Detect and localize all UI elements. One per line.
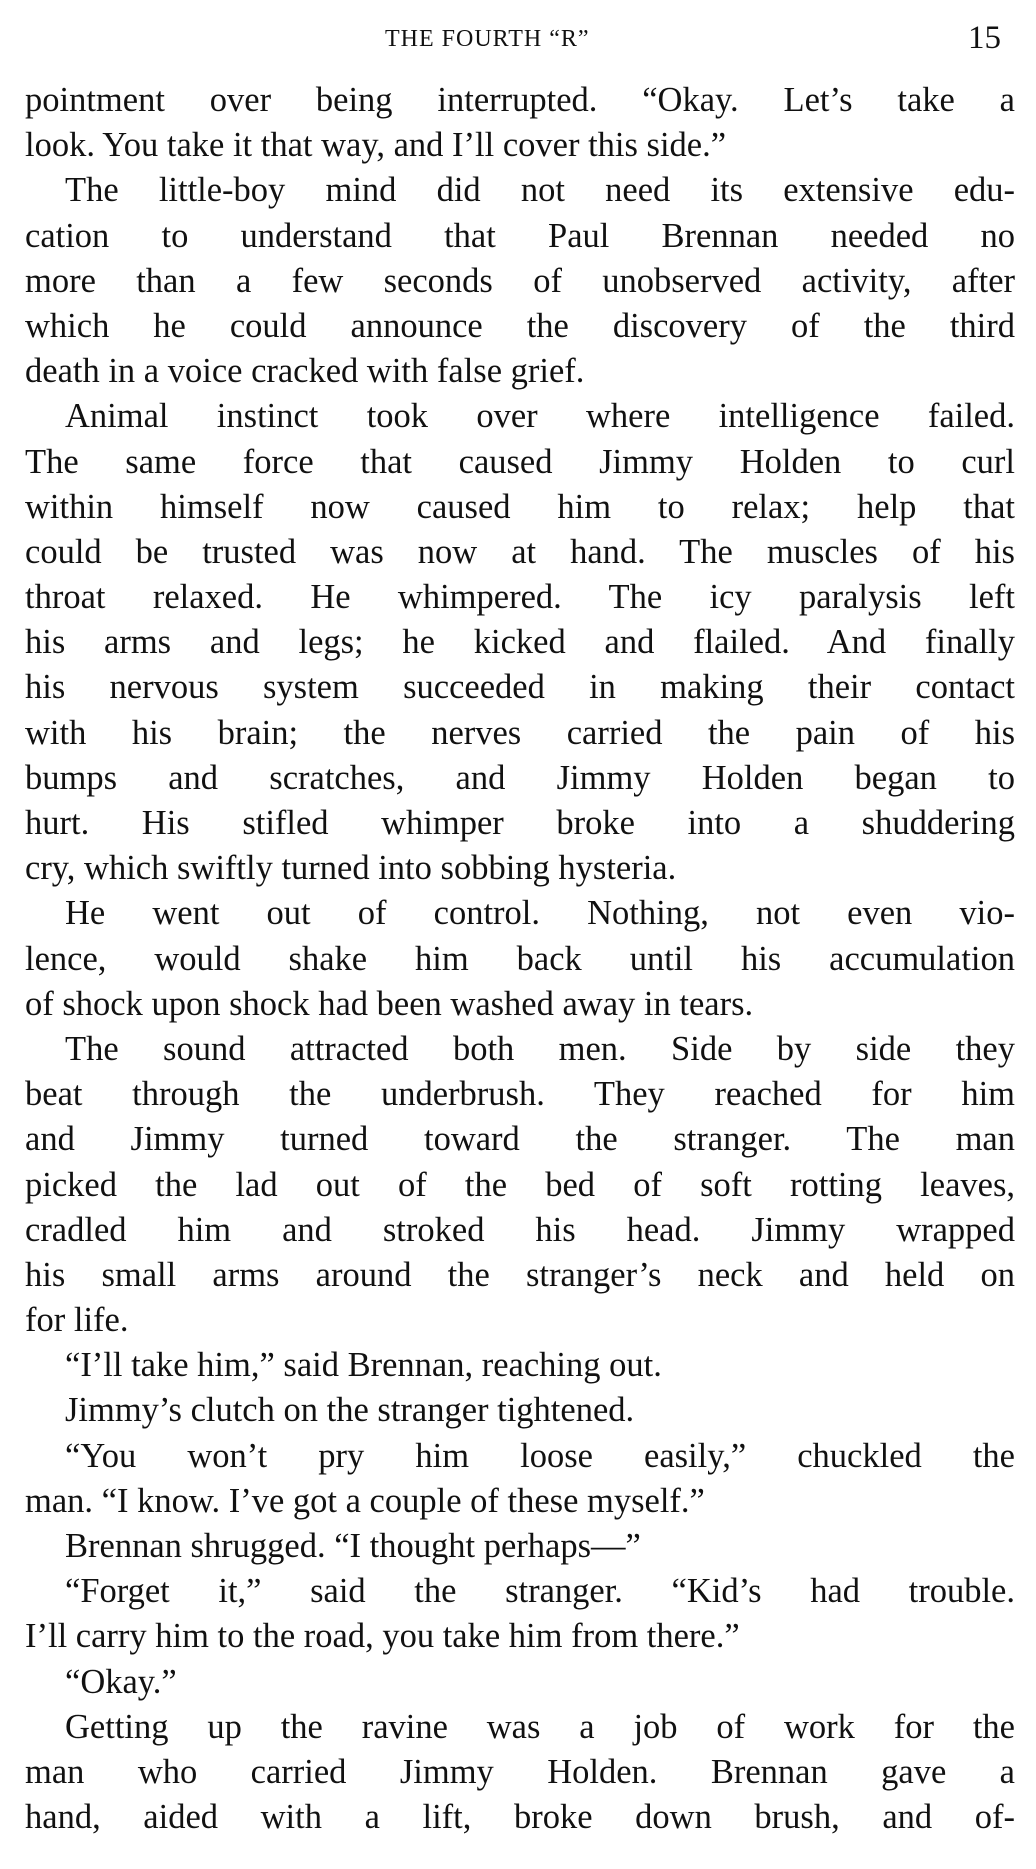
text-line: Jimmy’s clutch on the stranger tightened.: [65, 1391, 635, 1430]
page-number: 15: [968, 20, 1001, 56]
text-line: cry, which swiftly turned into sobbing hysteria.: [25, 849, 677, 888]
text-line: could be trusted was now at hand. The muscles of his: [25, 532, 1015, 571]
text-line: Animal instinct took over where intelligence failed.: [65, 397, 1015, 436]
text-line: his nervous system succeeded in making their contact: [25, 668, 1015, 707]
text-line: “Okay.”: [65, 1662, 177, 1701]
text-line: man. “I know. I’ve got a couple of these myself.”: [25, 1481, 705, 1520]
text-line: man who carried Jimmy Holden. Brennan gave a: [25, 1752, 1015, 1791]
text-line: cation to understand that Paul Brennan needed no: [25, 216, 1015, 255]
text-line: more than a few seconds of unobserved activity, after: [25, 261, 1015, 300]
text-line: beat through the underbrush. They reached for him: [25, 1075, 1015, 1114]
text-line: picked the lad out of the bed of soft rotting leaves,: [25, 1165, 1015, 1204]
body-text: [25, 78, 1015, 1840]
text-line: Getting up the ravine was a job of work for the: [65, 1707, 1015, 1746]
text-line: I’ll carry him to the road, you take him from there.”: [25, 1617, 740, 1656]
text-line: The same force that caused Jimmy Holden to curl: [25, 442, 1015, 481]
text-line: bumps and scratches, and Jimmy Holden began to: [25, 758, 1015, 797]
text-line: within himself now caused him to relax; help that: [25, 487, 1015, 526]
running-title: THE FOURTH “R”: [385, 26, 590, 52]
text-line: hurt. His stifled whimper broke into a shuddering: [25, 804, 1015, 842]
text-line: “You won’t pry him loose easily,” chuckled the: [65, 1436, 1015, 1475]
text-line: “I’ll take him,” said Brennan, reaching out.: [65, 1346, 662, 1385]
text-line: The sound attracted both men. Side by side they: [65, 1029, 1015, 1068]
text-line: which he could announce the discovery of the third: [25, 306, 1015, 345]
text-line: and Jimmy turned toward the stranger. The man: [25, 1120, 1015, 1159]
text-line: He went out of control. Nothing, not even vio-: [65, 894, 1015, 933]
text-line: hand, aided with a lift, broke down brush, and of-: [25, 1798, 1015, 1837]
text-line: pointment over being interrupted. “Okay. Let’s take a: [25, 81, 1015, 119]
text-line: for life.: [25, 1301, 129, 1340]
running-head: [0, 20, 1036, 60]
text-line: Brennan shrugged. “I thought perhaps—”: [65, 1527, 641, 1565]
text-line: “Forget it,” said the stranger. “Kid’s had trouble.: [65, 1572, 1015, 1611]
text-line: lence, would shake him back until his accumulation: [25, 939, 1015, 978]
text-line: The little-boy mind did not need its extensive edu-: [65, 171, 1015, 210]
text-line: his small arms around the stranger’s neck and held on: [25, 1255, 1015, 1294]
text-line: of shock upon shock had been washed away in tears.: [25, 984, 754, 1023]
text-line: with his brain; the nerves carried the pain of his: [25, 713, 1015, 752]
text-line: look. You take it that way, and I’ll cover this side.”: [25, 126, 727, 165]
text-line: death in a voice cracked with false grief.: [25, 352, 585, 391]
text-line: his arms and legs; he kicked and flailed. And finally: [25, 623, 1015, 662]
text-line: throat relaxed. He whimpered. The icy paralysis left: [25, 578, 1015, 617]
text-line: cradled him and stroked his head. Jimmy wrapped: [25, 1210, 1015, 1249]
